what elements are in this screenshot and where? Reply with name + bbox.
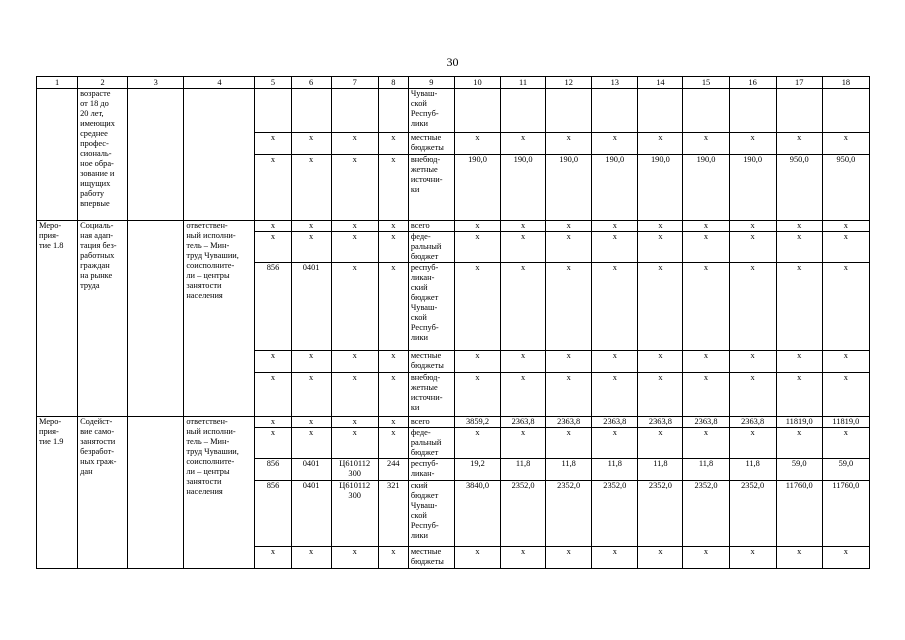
value-cell: x [592,373,638,417]
code-cell: x [331,428,378,459]
value-cell: 59,0 [776,459,822,481]
value-cell: x [729,351,776,373]
value-cell: x [592,263,638,351]
value-cell: x [501,133,546,155]
value-cell: x [546,221,592,232]
budget-table [36,76,870,569]
code-cell: 856 [255,481,291,547]
value-cell: x [454,351,500,373]
code-cell: x [255,221,291,232]
value-cell [454,89,500,133]
header-cell: 4 [184,77,255,89]
value-cell: x [729,133,776,155]
funding-source-cell: внебюд- жетные источни- ки [408,155,454,221]
value-cell: x [501,232,546,263]
value-cell: x [683,428,729,459]
value-cell: x [546,263,592,351]
value-cell: 2363,8 [683,417,729,428]
table-body [37,77,870,569]
value-cell: x [638,133,683,155]
code-cell: x [378,155,408,221]
code-cell: x [331,263,378,351]
code-cell [331,89,378,133]
value-cell: x [454,221,500,232]
value-cell: 190,0 [592,155,638,221]
header-cell: 10 [454,77,500,89]
value-cell: 2363,8 [729,417,776,428]
value-cell: 190,0 [729,155,776,221]
code-cell: x [255,232,291,263]
value-cell: x [776,373,822,417]
code-cell: x [291,351,331,373]
value-cell: x [822,221,869,232]
header-cell: 18 [822,77,869,89]
value-cell: x [729,373,776,417]
value-cell: 11,8 [501,459,546,481]
code-cell: x [255,155,291,221]
value-cell [592,89,638,133]
value-cell: x [729,221,776,232]
table-row [37,89,870,133]
value-cell: x [592,232,638,263]
value-cell: x [683,547,729,569]
header-cell: 1 [37,77,78,89]
code-cell: x [378,133,408,155]
code-cell: x [255,133,291,155]
code-cell: Ц610112 300 [331,459,378,481]
code-cell: 0401 [291,459,331,481]
value-cell: x [638,232,683,263]
value-cell: x [454,263,500,351]
value-cell: 11819,0 [776,417,822,428]
header-cell: 5 [255,77,291,89]
value-cell: x [638,373,683,417]
value-cell: x [592,221,638,232]
code-cell: x [255,373,291,417]
value-cell: x [683,133,729,155]
description-cell: Содейст- вие само- занятости безработ- ных граж- дан [78,417,128,569]
value-cell: x [683,373,729,417]
page-number: 30 [446,55,459,69]
value-cell: x [501,351,546,373]
value-cell: 11760,0 [822,481,869,547]
value-cell: 11,8 [546,459,592,481]
code-cell: 244 [378,459,408,481]
code-cell: x [378,263,408,351]
value-cell: 11819,0 [822,417,869,428]
value-cell: x [683,232,729,263]
value-cell: x [546,133,592,155]
value-cell: 3859,2 [454,417,500,428]
value-cell: x [501,547,546,569]
code-cell: 0401 [291,263,331,351]
funding-source-cell: всего [408,417,454,428]
value-cell: x [822,263,869,351]
funding-source-cell: всего [408,221,454,232]
value-cell [546,89,592,133]
header-cell: 13 [592,77,638,89]
value-cell: x [501,373,546,417]
header-cell: 8 [378,77,408,89]
value-cell: x [729,232,776,263]
value-cell: x [454,232,500,263]
value-cell [683,89,729,133]
value-cell: x [822,351,869,373]
code-cell: x [255,428,291,459]
value-cell [501,89,546,133]
value-cell: 190,0 [501,155,546,221]
value-cell: x [638,547,683,569]
funding-source-cell: местные бюджеты [408,133,454,155]
value-cell: x [683,263,729,351]
funding-source-cell: респуб- ликан- [408,459,454,481]
code-cell: x [378,221,408,232]
value-cell: 2363,8 [501,417,546,428]
funding-source-cell: местные бюджеты [408,547,454,569]
code-cell: x [378,373,408,417]
value-cell: x [683,221,729,232]
code-cell [255,89,291,133]
funding-source-cell: феде- ральный бюджет [408,428,454,459]
value-cell: 190,0 [683,155,729,221]
value-cell: x [822,373,869,417]
value-cell: 950,0 [822,155,869,221]
code-cell: x [331,232,378,263]
value-cell: x [683,351,729,373]
value-cell: x [501,428,546,459]
header-cell: 7 [331,77,378,89]
code-cell: 856 [255,459,291,481]
value-cell: 190,0 [546,155,592,221]
value-cell: x [501,263,546,351]
code-cell: x [291,133,331,155]
value-cell [729,89,776,133]
value-cell: x [776,263,822,351]
value-cell: 11760,0 [776,481,822,547]
value-cell: x [822,547,869,569]
value-cell: x [638,351,683,373]
value-cell: x [822,133,869,155]
table-row [37,417,870,428]
value-cell: x [776,133,822,155]
value-cell: x [501,221,546,232]
funding-source-cell: Чуваш- ской Респуб- лики [408,89,454,133]
empty-cell [128,417,184,569]
description-cell: Социаль- ная адап- тация без- работных граждан на рынке труда [78,221,128,417]
header-cell: 2 [78,77,128,89]
value-cell: x [776,232,822,263]
code-cell [291,89,331,133]
value-cell: x [546,373,592,417]
code-cell: x [378,417,408,428]
code-cell: x [378,351,408,373]
value-cell: 2352,0 [683,481,729,547]
value-cell: x [776,547,822,569]
value-cell: x [546,547,592,569]
value-cell: x [776,221,822,232]
code-cell: x [378,428,408,459]
measure-cell: Меро- прия- тие 1.8 [37,221,78,417]
code-cell: x [291,232,331,263]
value-cell: x [638,221,683,232]
funding-source-cell: внебюд- жетные источни- ки [408,373,454,417]
code-cell: x [291,373,331,417]
value-cell: 190,0 [454,155,500,221]
value-cell: x [822,232,869,263]
empty-cell [128,221,184,417]
executor-cell [184,89,255,221]
value-cell: x [729,263,776,351]
code-cell: x [291,417,331,428]
value-cell: x [638,263,683,351]
value-cell: x [546,428,592,459]
code-cell: x [378,232,408,263]
value-cell [638,89,683,133]
value-cell: 3840,0 [454,481,500,547]
value-cell: x [454,428,500,459]
code-cell: x [291,155,331,221]
value-cell: x [454,547,500,569]
value-cell: x [592,351,638,373]
value-cell: 11,8 [592,459,638,481]
funding-source-cell: феде- ральный бюджет [408,232,454,263]
value-cell [776,89,822,133]
value-cell: x [592,428,638,459]
value-cell: 2352,0 [638,481,683,547]
value-cell: x [454,373,500,417]
value-cell: x [776,351,822,373]
code-cell: x [255,547,291,569]
value-cell: 11,8 [638,459,683,481]
code-cell: Ц610112 300 [331,481,378,547]
code-cell: x [331,351,378,373]
value-cell: 2363,8 [546,417,592,428]
header-cell: 9 [408,77,454,89]
funding-source-cell: ский бюджет Чуваш- ской Респуб- лики [408,481,454,547]
value-cell: 59,0 [822,459,869,481]
value-cell: 2363,8 [592,417,638,428]
code-cell: x [291,547,331,569]
header-cell: 17 [776,77,822,89]
value-cell: x [546,351,592,373]
header-cell: 16 [729,77,776,89]
value-cell: x [776,428,822,459]
executor-cell: ответствен- ный исполни- тель – Мин- труд Чувашии, соисполните- ли – центры занятости населения [184,221,255,417]
value-cell: 2363,8 [638,417,683,428]
table-row [37,221,870,232]
header-cell: 11 [501,77,546,89]
code-cell: x [331,133,378,155]
code-cell: 856 [255,263,291,351]
code-cell: x [291,221,331,232]
value-cell: 11,8 [683,459,729,481]
code-cell: x [331,155,378,221]
empty-cell [128,89,184,221]
code-cell: x [255,417,291,428]
code-cell: x [291,428,331,459]
measure-cell [37,89,78,221]
funding-source-cell: респуб- ликан- ский бюджет Чуваш- ской Респуб- лики [408,263,454,351]
value-cell: x [592,133,638,155]
code-cell: x [331,417,378,428]
header-cell: 15 [683,77,729,89]
code-cell: x [255,351,291,373]
value-cell: 19,2 [454,459,500,481]
code-cell [378,89,408,133]
code-cell: x [378,547,408,569]
value-cell: x [729,428,776,459]
header-cell: 14 [638,77,683,89]
value-cell: 2352,0 [501,481,546,547]
measure-cell: Меро- прия- тие 1.9 [37,417,78,569]
code-cell: 0401 [291,481,331,547]
executor-cell: ответствен- ный исполни- тель – Мин- труд Чувашии, соисполните- ли – центры занятости населения [184,417,255,569]
funding-source-cell: местные бюджеты [408,351,454,373]
code-cell: 321 [378,481,408,547]
value-cell: 190,0 [638,155,683,221]
code-cell: x [331,547,378,569]
value-cell: 11,8 [729,459,776,481]
value-cell: x [638,428,683,459]
value-cell: x [454,133,500,155]
header-row [37,77,870,89]
header-cell: 12 [546,77,592,89]
description-cell: возрасте от 18 до 20 лет, имеющих среднее профес- сиональ- ное обра- зование и ищущих работу впервые [78,89,128,221]
code-cell: x [331,373,378,417]
value-cell: x [729,547,776,569]
value-cell: x [822,428,869,459]
value-cell: x [592,547,638,569]
value-cell: 950,0 [776,155,822,221]
value-cell: 2352,0 [546,481,592,547]
header-cell: 3 [128,77,184,89]
value-cell [822,89,869,133]
value-cell: 2352,0 [729,481,776,547]
code-cell: x [331,221,378,232]
value-cell: 2352,0 [592,481,638,547]
header-cell: 6 [291,77,331,89]
value-cell: x [546,232,592,263]
